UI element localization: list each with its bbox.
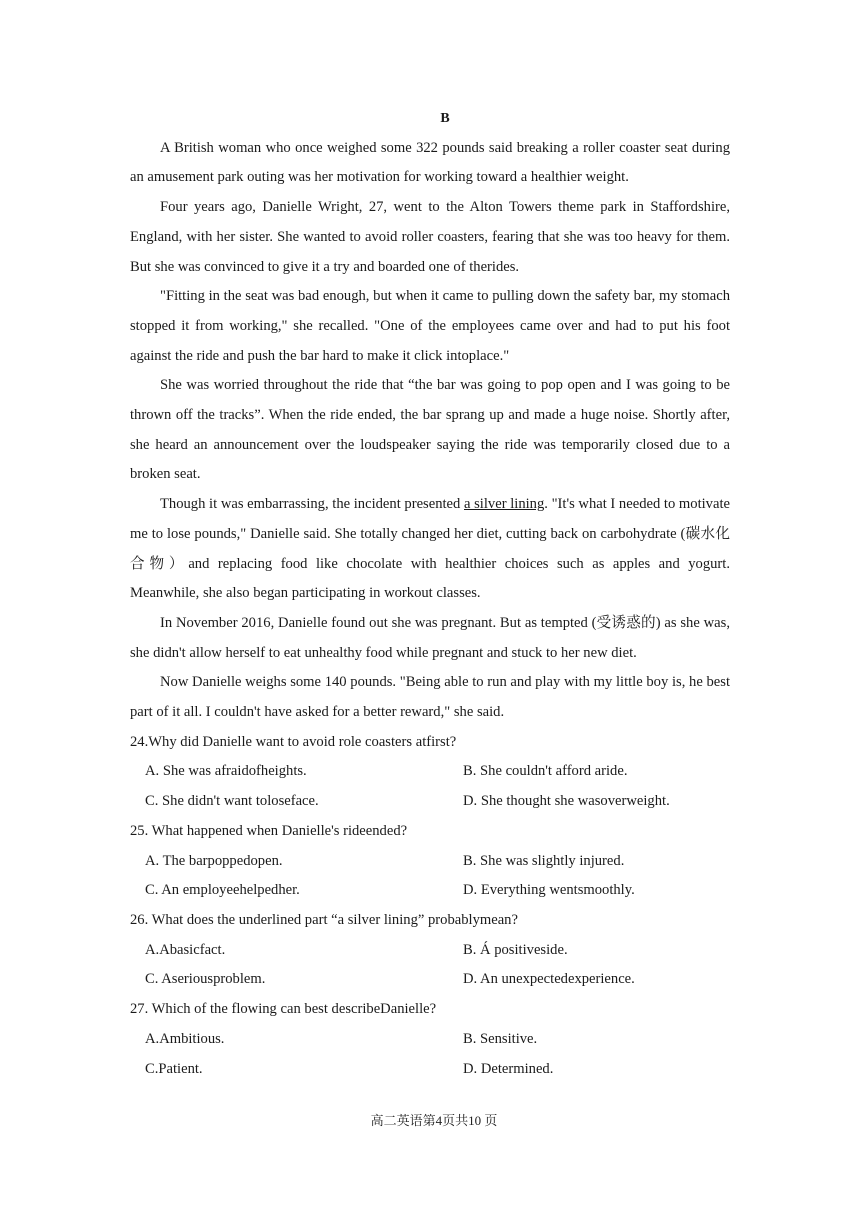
passage-paragraph-2: Four years ago, Danielle Wright, 27, went to the Alton Towers theme park in Staffordshire, England, with her sister. She wanted to avoid roller coasters, fearing that she was too heavy for them. But she was convinced to give it a try and boarded one of therides. bbox=[130, 199, 730, 275]
reading-section bbox=[130, 104, 730, 1084]
option-a: A. The barpoppedopen. bbox=[145, 852, 283, 869]
option-row bbox=[130, 787, 730, 817]
option-b: B. Sensitive. bbox=[463, 1030, 538, 1047]
question-stem: 27. Which of the flowing can best describeDanielle? bbox=[130, 1001, 437, 1018]
question-25 bbox=[130, 817, 730, 906]
option-d: D. Determined. bbox=[463, 1060, 554, 1077]
option-row bbox=[130, 965, 730, 995]
question-stem: 25. What happened when Danielle's rideended? bbox=[130, 822, 408, 839]
passage-paragraph-5 bbox=[130, 490, 730, 609]
passage-paragraph-6: In November 2016, Danielle found out she was pregnant. But as tempted (受诱惑的) as she was, she didn't allow herself to eat unhealthy food while pregnant and stuck to her new diet. bbox=[130, 614, 730, 661]
option-row bbox=[130, 847, 730, 877]
option-b: B. She was slightly injured. bbox=[463, 852, 625, 869]
passage-paragraph-3: "Fitting in the seat was bad enough, but when it came to pulling down the safety bar, my stomach stopped it from working," she recalled. "One of the employees came over and had to put his foot against the ride and push the bar hard to make it click intoplace." bbox=[130, 288, 730, 364]
question-26 bbox=[130, 906, 730, 995]
underlined-phrase: a silver lining bbox=[464, 496, 545, 513]
option-c: C.Patient. bbox=[145, 1060, 203, 1077]
option-b: B. She couldn't afford aride. bbox=[463, 763, 628, 780]
page-footer: 高二英语第4页共10 页 bbox=[370, 1113, 498, 1128]
option-d: D. An unexpectedexperience. bbox=[463, 971, 635, 988]
paragraph-5-lead: Though it was embarrassing, the incident presented bbox=[160, 496, 464, 513]
question-stem: 24.Why did Danielle want to avoid role coasters atfirst? bbox=[130, 733, 457, 750]
passage bbox=[130, 134, 730, 728]
option-a: A.Ambitious. bbox=[145, 1030, 225, 1047]
paragraph-5-rest: . "It's what I needed to motivate me to lose pounds," Danielle said. She totally changed her diet, cutting back on carbohydrate (碳水化合物）and replacing food like chocolate with healthier choices such as apples and yogurt. Meanwhile, she also began participating in workout classes. bbox=[130, 496, 730, 602]
option-b: B. Á positiveside. bbox=[463, 941, 568, 958]
option-c: C. Aseriousproblem. bbox=[145, 971, 266, 988]
section-title: B bbox=[440, 111, 450, 126]
passage-paragraph-4: She was worried throughout the ride that “the bar was going to pop open and I was going to be thrown off the tracks”. When the ride ended, the bar sprang up and made a huge noise. Shortly after, she heard an announcement over the loudspeaker saying the ride was temporarily closed due to a broken seat. bbox=[130, 377, 730, 483]
question-stem: 26. What does the underlined part “a silver lining” probablymean? bbox=[130, 911, 518, 928]
option-a: A. She was afraidofheights. bbox=[145, 763, 307, 780]
option-d: D. She thought she wasoverweight. bbox=[463, 793, 670, 810]
passage-paragraph-7: Now Danielle weighs some 140 pounds. "Being able to run and play with my little boy is, he best part of it all. I couldn't have asked for a better reward," she said. bbox=[130, 674, 730, 721]
option-c: C. An employeehelpedher. bbox=[145, 882, 300, 899]
option-row bbox=[130, 1055, 730, 1085]
question-27 bbox=[130, 995, 730, 1084]
question-24 bbox=[130, 728, 730, 817]
option-row bbox=[130, 757, 730, 787]
option-row bbox=[130, 876, 730, 906]
option-c: C. She didn't want toloseface. bbox=[145, 793, 319, 810]
passage-paragraph-1: A British woman who once weighed some 322 pounds said breaking a roller coaster seat during an amusement park outing was her motivation for working toward a healthier weight. bbox=[130, 139, 730, 186]
option-d: D. Everything wentsmoothly. bbox=[463, 882, 635, 899]
option-a: A.Abasicfact. bbox=[145, 941, 226, 958]
option-row bbox=[130, 1025, 730, 1055]
option-row bbox=[130, 936, 730, 966]
